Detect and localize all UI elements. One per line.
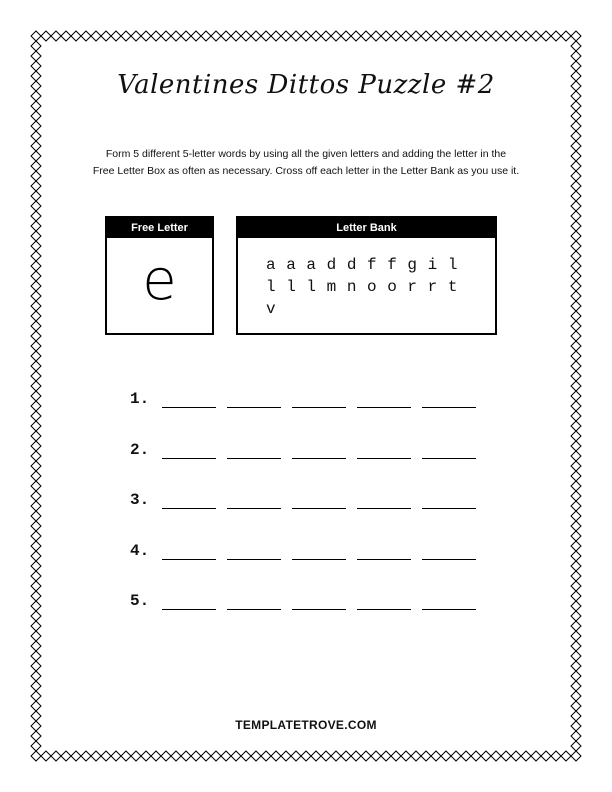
free-letter-box xyxy=(105,216,214,335)
answer-blank[interactable] xyxy=(422,458,476,459)
free-letter-value: e xyxy=(142,248,177,313)
answer-blank[interactable] xyxy=(292,458,346,459)
footer-site-credit: TEMPLATETROVE.COM xyxy=(235,718,377,732)
letter-bank-header: Letter Bank xyxy=(238,218,495,238)
answer-blank[interactable] xyxy=(422,559,476,560)
answer-blank[interactable] xyxy=(422,609,476,610)
instructions-line-1: Form 5 different 5-letter words by using all the given letters and adding the letter in the xyxy=(105,148,507,160)
instructions xyxy=(80,146,532,180)
answer-blank[interactable] xyxy=(227,508,281,509)
answer-number: 5. xyxy=(130,592,150,610)
page-title: Valentines Dittos Puzzle #2 xyxy=(117,70,495,100)
answer-blank[interactable] xyxy=(227,559,281,560)
answer-blank[interactable] xyxy=(227,458,281,459)
answer-blank[interactable] xyxy=(162,458,216,459)
answer-blank[interactable] xyxy=(162,559,216,560)
answer-blank[interactable] xyxy=(292,407,346,408)
free-letter-header: Free Letter xyxy=(107,218,212,238)
answer-blank[interactable] xyxy=(292,559,346,560)
answer-blank[interactable] xyxy=(162,609,216,610)
answer-blank[interactable] xyxy=(227,609,281,610)
answer-number: 2. xyxy=(130,440,150,459)
answer-blank[interactable] xyxy=(162,508,216,509)
letter-bank-letters: a a a d d f f g i l l l l m n o o r r t v xyxy=(266,256,458,318)
answer-blank[interactable] xyxy=(357,407,411,408)
instructions-line-2: Free Letter Box as often as necessary. Cross off each letter in the Letter Bank as you use it. xyxy=(92,165,520,177)
answer-number: 3. xyxy=(130,491,150,509)
answer-blank[interactable] xyxy=(357,508,411,509)
answer-blank[interactable] xyxy=(357,609,411,610)
answer-blank[interactable] xyxy=(292,508,346,509)
answer-number: 4. xyxy=(130,541,150,560)
answer-blank[interactable] xyxy=(292,609,346,610)
answer-blank[interactable] xyxy=(357,559,411,560)
letter-bank-box xyxy=(236,216,497,335)
answer-blank[interactable] xyxy=(422,407,476,408)
answer-blank[interactable] xyxy=(357,458,411,459)
answer-blank[interactable] xyxy=(162,407,216,408)
answer-number: 1. xyxy=(130,390,150,408)
answer-blank[interactable] xyxy=(422,508,476,509)
answer-blank[interactable] xyxy=(227,407,281,408)
